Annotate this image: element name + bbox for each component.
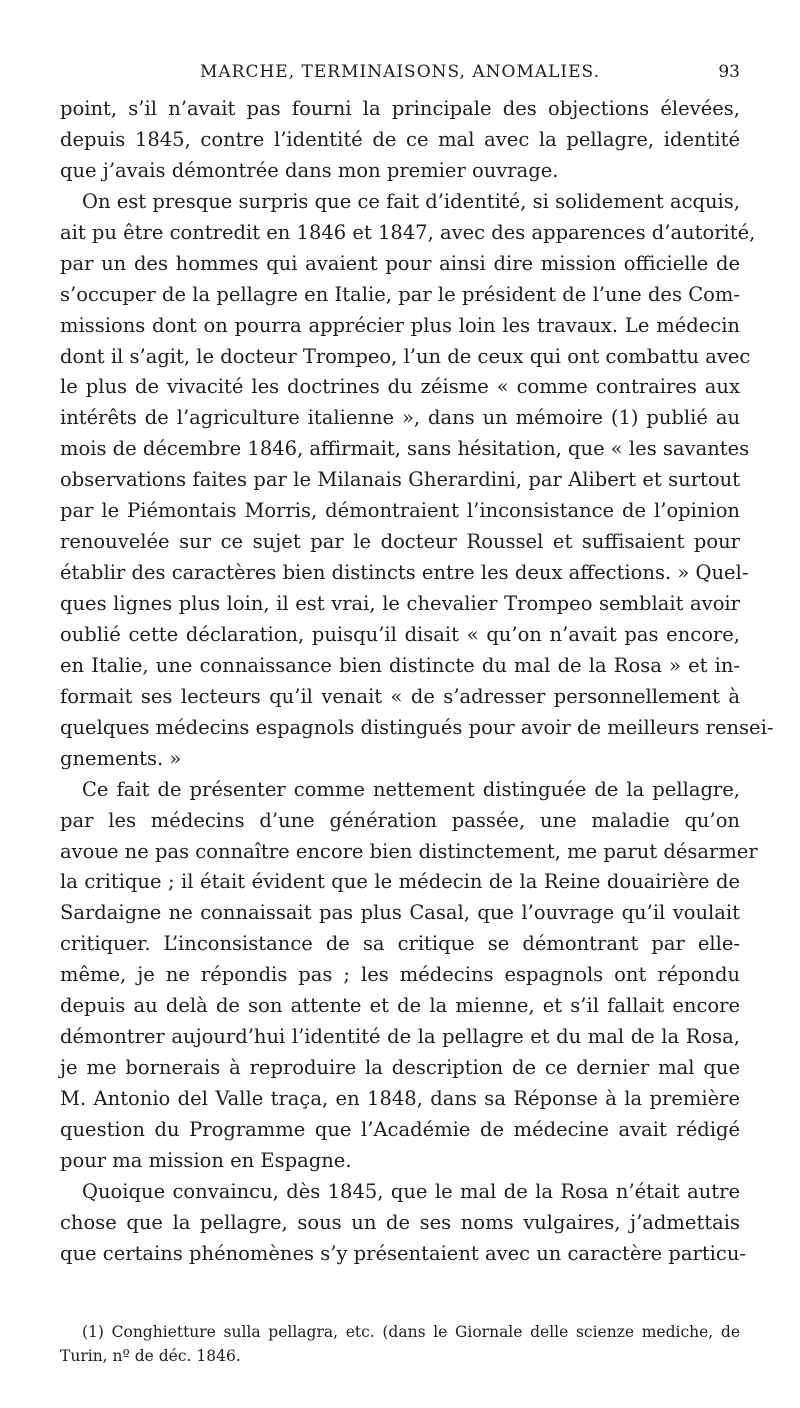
running-head: MARCHE, TERMINAISONS, ANOMALIES. [199,62,600,82]
text-line: missions dont on pourra apprécier plus loin les travaux. Le médecin [60,313,740,337]
text-line: Ce fait de présenter comme nettement distinguée de la pellagre, [82,777,740,801]
page-header [60,62,740,84]
footnote-line: Turin, nº de déc. 1846. [60,1347,241,1365]
text-line: point, s’il n’avait pas fourni la principale des objections élevées, [60,97,740,120]
text-line: mois de décembre 1846, affirmait, sans hésitation, que « les savantes [60,437,750,461]
text-line: gnements. » [60,746,182,770]
text-line: le plus de vivacité les doctrines du zéisme « comme contraires aux [60,375,740,399]
text-line: M. Antonio del Valle traça, en 1848, dans sa Réponse à la première [60,1087,740,1110]
text-line: démontrer aujourd’hui l’identité de la pellagre et du mal de la Rosa, [60,1025,740,1049]
text-line: par les médecins d’une génération passée, une maladie qu’on [60,808,740,832]
text-line: par un des hommes qui avaient pour ainsi dire mission officielle de [60,251,740,275]
text-line: Sardaigne ne connaissait pas plus Casal, que l’ouvrage qu’il voulait [60,901,740,925]
text-line: critiquer. L’inconsistance de sa critique se démontrant par elle- [60,932,740,956]
text-line: observations faites par le Milanais Gherardini, par Alibert et surtout [60,468,740,492]
text-line: en Italie, une connaissance bien distincte du mal de la Rosa » et in- [60,653,740,677]
text-line: s’occuper de la pellagre en Italie, par le président de l’une des Com- [60,282,740,306]
text-line: la critique ; il était évident que le médecin de la Reine douairière de [60,870,740,894]
text-line: dont il s’agit, le docteur Trompeo, l’un de ceux qui ont combattu avec [60,344,751,368]
text-line: avoue ne pas connaître encore bien distinctement, me parut désarmer [60,839,758,863]
text-line: intérêts de l’agriculture italienne », dans un mémoire (1) publié au [60,406,740,430]
text-line: chose que la pellagre, sous un de ses noms vulgaires, j’admettais [60,1210,740,1234]
page-number: 93 [718,62,740,82]
text-line: formait ses lecteurs qu’il venait « de s’adresser personnellement à [60,684,740,708]
text-line: même, je ne répondis pas ; les médecins espagnols ont répondu [60,963,740,987]
footnote-line: (1) Conghietture sulla pellagra, etc. (dans le Giornale delle scienze mediche, de [82,1323,740,1341]
text-line: établir des caractères bien distincts entre les deux affections. » Quel- [60,561,749,585]
text-line: je me bornerais à reproduire la description de ce dernier mal que [60,1056,740,1080]
text-line: On est presque surpris que ce fait d’identité, si solidement acquis, [82,189,740,213]
text-line: depuis au delà de son attente et de la mienne, et s’il fallait encore [60,994,740,1018]
text-line: ques lignes plus loin, il est vrai, le chevalier Trompeo semblait avoir [60,592,740,615]
footnotes [60,1320,740,1368]
text-line: question du Programme que l’Académie de médecine avait rédigé [60,1117,740,1141]
text-line: ait pu être contredit en 1846 et 1847, avec des apparences d’autorité, [60,220,756,244]
text-line: depuis 1845, contre l’identité de ce mal avec la pellagre, identité [60,127,740,151]
text-line: quelques médecins espagnols distingués pour avoir de meilleurs rensei- [60,715,774,739]
text-line: pour ma mission en Espagne. [60,1148,352,1172]
text-line: oublié cette déclaration, puisqu’il disait « qu’on n’avait pas encore, [60,622,740,646]
text-line: Quoique convaincu, dès 1845, que le mal de la Rosa n’était autre [82,1179,740,1203]
text-line: par le Piémontais Morris, démontraient l’inconsistance de l’opinion [60,499,740,523]
text-line: que certains phénomènes s’y présentaient avec un caractère particu- [60,1241,746,1265]
body-text [60,94,774,1270]
text-line: que j’avais démontrée dans mon premier ouvrage. [60,158,559,182]
text-line: renouvelée sur ce sujet par le docteur Roussel et suffisaient pour [60,530,740,554]
